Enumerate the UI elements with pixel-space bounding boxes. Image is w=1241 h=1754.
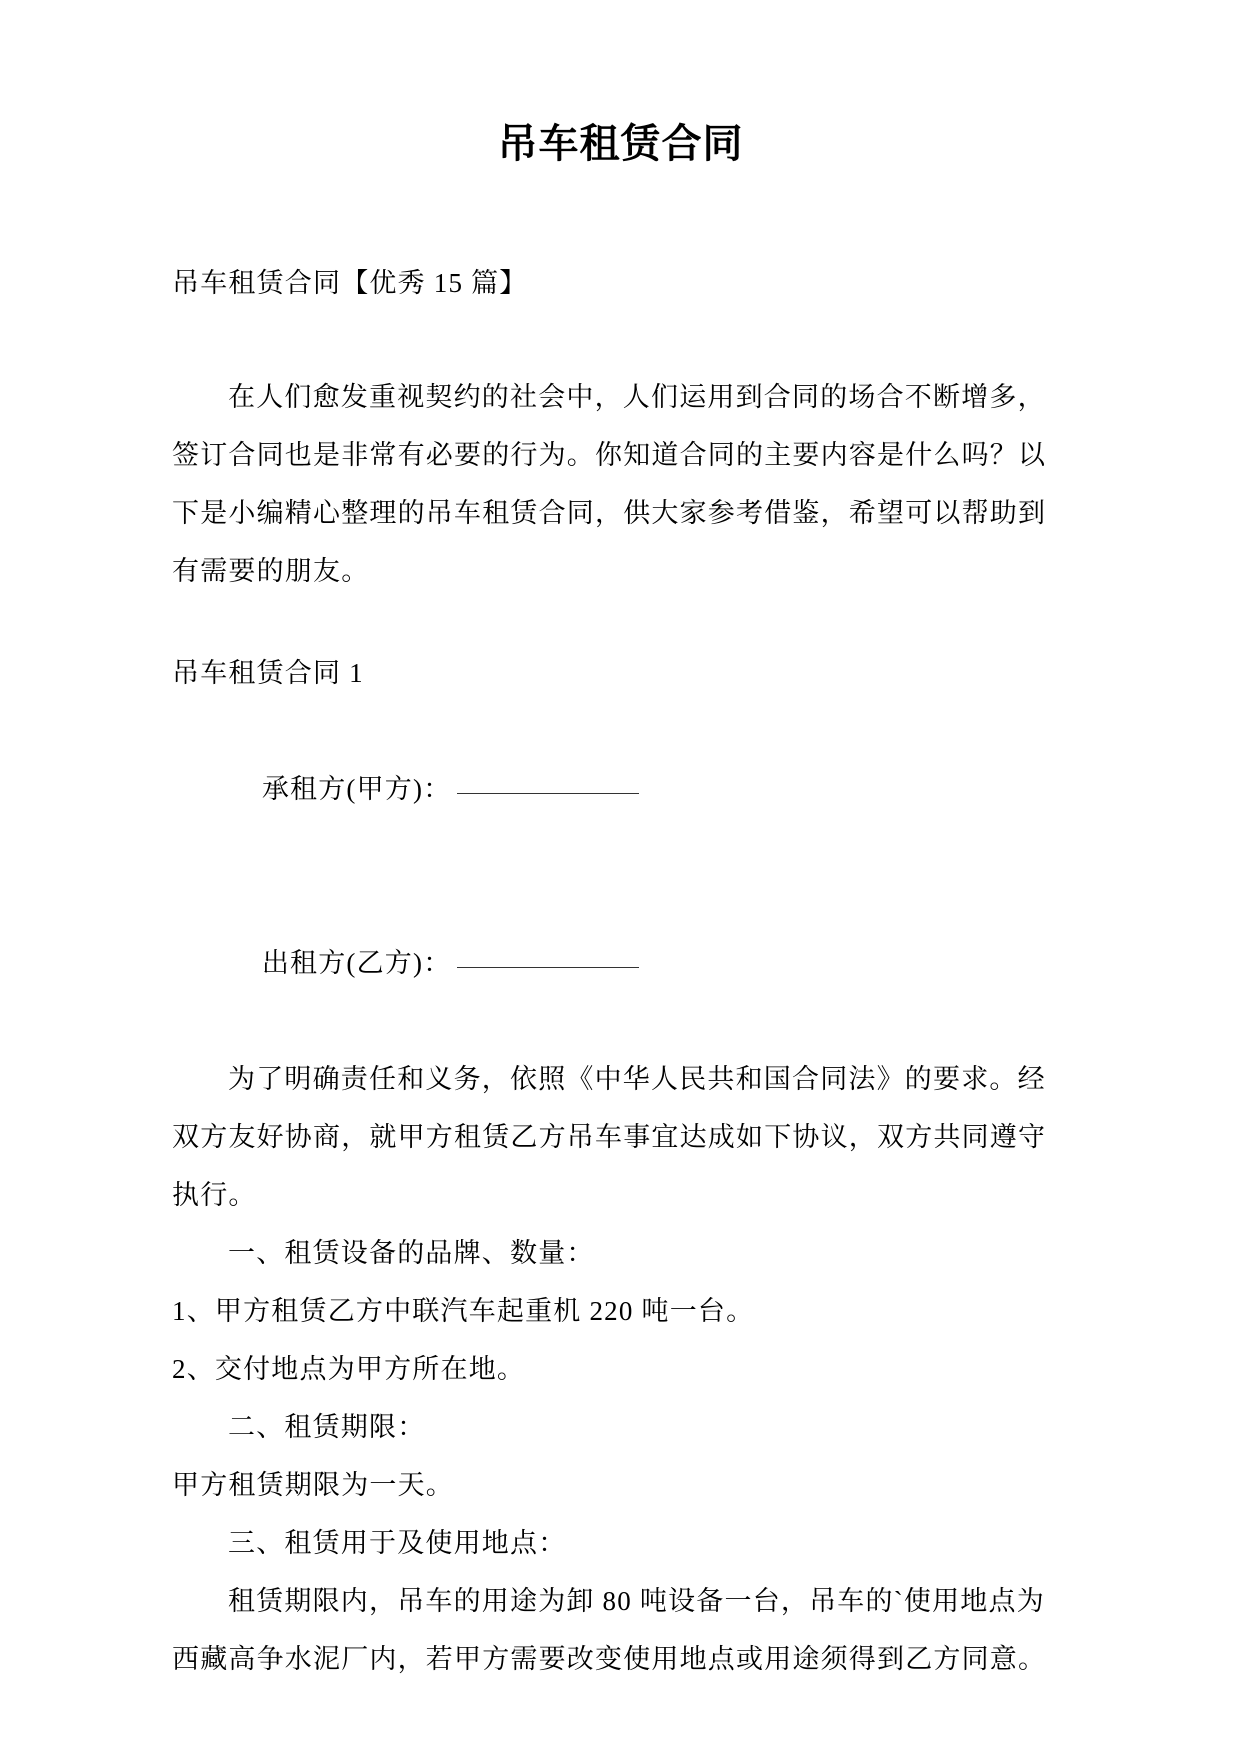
field-lessee-label: 承租方(甲方)： (261, 774, 452, 804)
intro-paragraph: 在人们愈发重视契约的社会中，人们运用到合同的场合不断增多，签订合同也是非常有必要的行为。你知道合同的主要内容是什么吗？以下是小编精心整理的吊车租赁合同，供大家参考借鉴，希望可以帮助到有需要的朋友。 (172, 382, 1047, 586)
paragraph-3: 2、交付地点为甲方所在地。 (172, 1354, 526, 1384)
field-lessee-blank (457, 793, 639, 794)
page-title: 吊车租赁合同 (497, 122, 744, 166)
section-heading: 吊车租赁合同 1 (172, 658, 364, 688)
spacer (172, 312, 1069, 368)
paragraph-6: 三、租赁用于及使用地点： (228, 1528, 567, 1558)
field-lessor-label: 出租方(乙方)： (261, 948, 452, 978)
paragraph-0: 为了明确责任和义务，依照《中华人民共和国合同法》的要求。经双方友好协商，就甲方租赁乙方吊车事宜达成如下协议，双方共同遵守执行。 (172, 1064, 1047, 1210)
field-lessee (172, 702, 1069, 876)
paragraph-2: 1、甲方租赁乙方中联汽车起重机 220 吨一台。 (172, 1296, 755, 1326)
paragraph-5: 甲方租赁期限为一天。 (172, 1470, 454, 1500)
spacer (172, 600, 1069, 644)
paragraph-7: 租赁期限内，吊车的用途为卸 80 吨设备一台，吊车的`使用地点为西藏高争水泥厂内，若甲方需要改变使用地点或用途须得到乙方同意。 (172, 1586, 1047, 1674)
paragraph-4: 二、租赁期限： (228, 1412, 426, 1442)
field-lessor (172, 876, 1069, 1050)
document-subtitle: 吊车租赁合同【优秀 15 篇】 (172, 268, 528, 298)
paragraph-1: 一、租赁设备的品牌、数量： (228, 1238, 595, 1268)
field-lessor-blank (457, 967, 639, 968)
